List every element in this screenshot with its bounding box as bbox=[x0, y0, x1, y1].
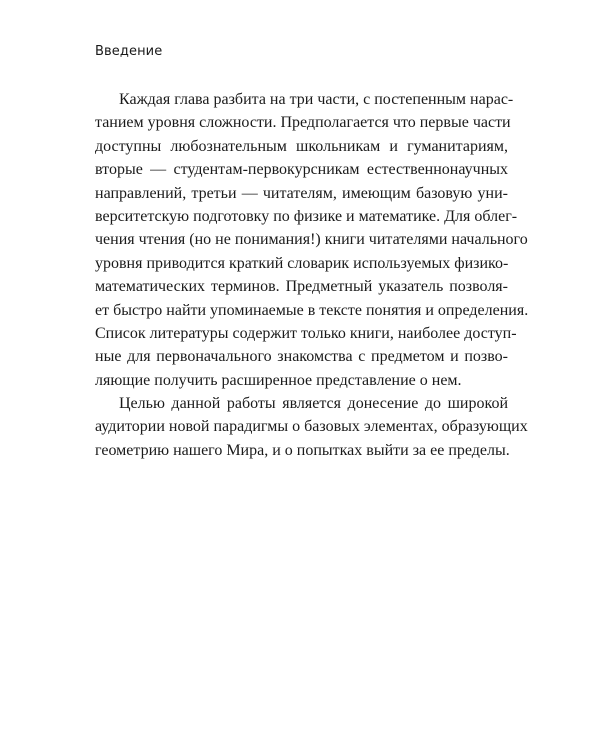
text-line: математических терминов. Предметный указатель позволя- bbox=[95, 278, 508, 296]
text-line: танием уровня сложности. Предполагается что первые части bbox=[95, 114, 511, 132]
text-line: вторые — студентам-первокурсникам естественнонаучных bbox=[95, 161, 508, 179]
text-line: ляющие получить расширенное представление о нем. bbox=[95, 371, 462, 389]
text-line: Список литературы содержит только книги, наиболее доступ- bbox=[95, 324, 517, 342]
running-head: Введение bbox=[95, 44, 163, 59]
paragraph-1 bbox=[95, 88, 529, 392]
text-line: доступны любознательным школьникам и гуманитариям, bbox=[95, 137, 508, 155]
body-text bbox=[95, 88, 529, 462]
text-line: Каждая глава разбита на три части, с постепенным нарас- bbox=[119, 91, 514, 108]
text-line: направлений, третьи — читателям, имеющим базовую уни- bbox=[95, 184, 508, 202]
text-line: чения чтения (но не понимания!) книги читателями начального bbox=[95, 231, 528, 249]
text-line: ет быстро найти упоминаемые в тексте понятия и определения. bbox=[95, 301, 529, 319]
text-line: аудитории новой парадигмы о базовых элементах, образующих bbox=[95, 418, 528, 436]
text-line: Целью данной работы является донесение до широкой bbox=[119, 395, 508, 413]
text-line: верситетскую подготовку по физике и математике. Для облег- bbox=[95, 207, 518, 225]
paragraph-2 bbox=[95, 392, 528, 462]
text-line: геометрию нашего Мира, и о попытках выйти за ее пределы. bbox=[95, 441, 510, 459]
text-line: ные для первоначального знакомства с предметом и позво- bbox=[95, 348, 508, 366]
text-line: уровня приводится краткий словарик используемых физико- bbox=[95, 254, 509, 272]
